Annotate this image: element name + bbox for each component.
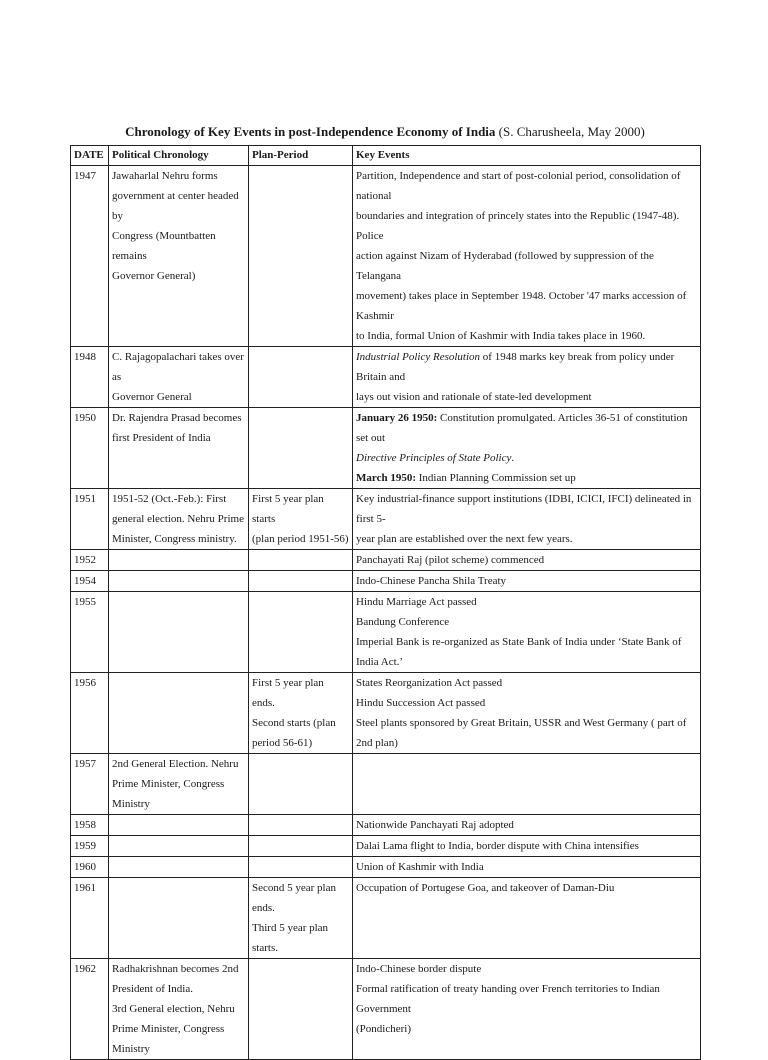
political-cell xyxy=(109,347,249,408)
plan-period-cell xyxy=(249,815,353,836)
plan-period-cell-line: First 5 year plan ends. xyxy=(252,677,324,709)
date-cell: 1956 xyxy=(71,673,109,754)
political-cell-line: Minister, Congress ministry. xyxy=(112,533,237,545)
political-cell xyxy=(109,673,249,754)
political-cell xyxy=(109,592,249,673)
political-cell-line: Ministry xyxy=(112,798,150,810)
column-header-date: DATE xyxy=(71,146,109,166)
plan-period-cell xyxy=(249,959,353,1060)
political-cell xyxy=(109,408,249,489)
key-events-cell xyxy=(353,347,701,408)
key-event-line: Occupation of Portugese Goa, and takeover of Daman-Diu xyxy=(356,882,615,894)
plan-period-cell xyxy=(249,347,353,408)
key-events-cell xyxy=(353,489,701,550)
political-cell-line: Jawaharlal Nehru forms xyxy=(112,170,218,182)
political-cell xyxy=(109,550,249,571)
date-cell: 1960 xyxy=(71,857,109,878)
key-events-cell xyxy=(353,408,701,489)
key-event-line: Formal ratification of treaty handing over French territories to Indian Government xyxy=(356,983,660,1015)
chronology-table xyxy=(70,145,701,1060)
plan-period-cell xyxy=(249,878,353,959)
plan-period-cell-line: period 56-61) xyxy=(252,737,313,749)
plan-period-cell-line: First 5 year plan starts xyxy=(252,493,324,525)
political-cell xyxy=(109,836,249,857)
table-row xyxy=(71,673,701,754)
key-event-line: lays out vision and rationale of state-led development xyxy=(356,391,592,403)
key-event-line: year plan are established over the next few years. xyxy=(356,533,573,545)
key-event-line xyxy=(356,468,697,488)
plan-period-cell xyxy=(249,673,353,754)
key-event-segment: . xyxy=(511,452,515,464)
key-event-line: movement) takes place in September 1948. October '47 marks accession of Kashmir xyxy=(356,290,687,322)
document-title: Chronology of Key Events in post-Independence Economy of India xyxy=(125,124,496,139)
table-row xyxy=(71,959,701,1060)
political-cell-line: Prime Minister, Congress xyxy=(112,1023,225,1035)
political-cell xyxy=(109,857,249,878)
document-subtitle: (S. Charusheela, May 2000) xyxy=(498,124,645,139)
political-cell-line: 2nd General Election. Nehru xyxy=(112,758,239,770)
key-event-line xyxy=(356,408,697,448)
key-event-line: Partition, Independence and start of post-colonial period, consolidation of national xyxy=(356,170,681,202)
key-events-cell xyxy=(353,592,701,673)
key-event-line: Bandung Conference xyxy=(356,616,450,628)
political-cell-line: 3rd General election, Nehru xyxy=(112,1003,235,1015)
key-event-line: Steel plants sponsored by Great Britain, USSR and West Germany ( part of 2nd plan) xyxy=(356,717,687,749)
plan-period-cell-line: Third 5 year plan starts. xyxy=(252,922,329,954)
key-event-line: Nationwide Panchayati Raj adopted xyxy=(356,819,514,831)
table-row xyxy=(71,878,701,959)
table-row xyxy=(71,857,701,878)
key-event-line: to India, formal Union of Kashmir with India takes place in 1960. xyxy=(356,330,646,342)
date-cell: 1957 xyxy=(71,754,109,815)
column-header-political: Political Chronology xyxy=(109,146,249,166)
plan-period-cell xyxy=(249,166,353,347)
plan-period-cell-line: Second starts (plan xyxy=(252,717,336,729)
plan-period-cell xyxy=(249,592,353,673)
key-event-line: Panchayati Raj (pilot scheme) commenced xyxy=(356,554,545,566)
key-event-segment: Indian Planning Commission set up xyxy=(415,472,576,484)
table-row xyxy=(71,571,701,592)
table-row xyxy=(71,550,701,571)
date-cell: 1947 xyxy=(71,166,109,347)
political-cell-line: Congress (Mountbatten remains xyxy=(112,230,216,262)
political-cell-line: Prime Minister, Congress xyxy=(112,778,225,790)
key-event-segment: Industrial Policy Resolution xyxy=(356,351,481,363)
political-cell-line: Radhakrishnan becomes 2nd xyxy=(112,963,239,975)
key-event-segment: Constitution promulgated. Articles 36-51 of constitution set out xyxy=(356,412,688,444)
date-cell: 1958 xyxy=(71,815,109,836)
key-event-segment: January 26 1950: xyxy=(356,412,438,424)
key-event-line xyxy=(356,448,697,468)
key-event-line: Dalai Lama flight to India, border dispute with China intensifies xyxy=(356,840,639,852)
key-events-cell xyxy=(353,878,701,959)
plan-period-cell xyxy=(249,836,353,857)
table-header-row xyxy=(71,146,701,166)
key-events-cell xyxy=(353,959,701,1060)
table-row xyxy=(71,592,701,673)
plan-period-cell-line: Second 5 year plan xyxy=(252,882,336,894)
political-cell xyxy=(109,959,249,1060)
key-event-line: boundaries and integration of princely states into the Republic (1947-48). Police xyxy=(356,210,680,242)
political-cell-line: Dr. Rajendra Prasad becomes xyxy=(112,412,242,424)
political-cell-line: general election. Nehru Prime xyxy=(112,513,244,525)
table-row xyxy=(71,489,701,550)
date-cell: 1948 xyxy=(71,347,109,408)
date-cell: 1955 xyxy=(71,592,109,673)
political-cell-line: Governor General xyxy=(112,391,192,403)
page-title xyxy=(70,123,700,141)
date-cell: 1962 xyxy=(71,959,109,1060)
table-row xyxy=(71,815,701,836)
plan-period-cell-line: ends. xyxy=(252,902,275,914)
key-event-segment: Directive Principles of State Policy xyxy=(356,452,512,464)
plan-period-cell xyxy=(249,571,353,592)
plan-period-cell xyxy=(249,550,353,571)
table-row xyxy=(71,166,701,347)
political-cell-line: government at center headed by xyxy=(112,190,239,222)
key-event-line: States Reorganization Act passed xyxy=(356,677,503,689)
key-events-cell xyxy=(353,166,701,347)
key-event-line: Union of Kashmir with India xyxy=(356,861,484,873)
key-event-line: (Pondicheri) xyxy=(356,1023,411,1035)
political-cell xyxy=(109,878,249,959)
date-cell: 1950 xyxy=(71,408,109,489)
table-row xyxy=(71,347,701,408)
key-event-line: Indo-Chinese border dispute xyxy=(356,963,482,975)
table-row xyxy=(71,408,701,489)
key-events-cell xyxy=(353,836,701,857)
political-cell xyxy=(109,571,249,592)
table-body xyxy=(71,166,701,1060)
table-row xyxy=(71,754,701,815)
political-cell-line: Governor General) xyxy=(112,270,196,282)
column-header-plan: Plan-Period xyxy=(249,146,353,166)
key-event-segment: of 1948 marks key break from policy under Britain and xyxy=(356,351,675,383)
key-event-segment: March 1950: xyxy=(356,472,416,484)
table-row xyxy=(71,836,701,857)
plan-period-cell-line: (plan period 1951-56) xyxy=(252,533,349,545)
political-cell xyxy=(109,166,249,347)
plan-period-cell xyxy=(249,754,353,815)
key-event-line: Hindu Marriage Act passed xyxy=(356,596,477,608)
plan-period-cell xyxy=(249,408,353,489)
key-events-cell xyxy=(353,673,701,754)
date-cell: 1951 xyxy=(71,489,109,550)
date-cell: 1959 xyxy=(71,836,109,857)
date-cell: 1961 xyxy=(71,878,109,959)
key-events-cell xyxy=(353,815,701,836)
key-event-line: Indo-Chinese Pancha Shila Treaty xyxy=(356,575,507,587)
political-cell xyxy=(109,489,249,550)
key-event-line: action against Nizam of Hyderabad (followed by suppression of the Telangana xyxy=(356,250,654,282)
political-cell-line: first President of India xyxy=(112,432,211,444)
key-events-cell xyxy=(353,550,701,571)
political-cell-line: 1951-52 (Oct.-Feb.): First xyxy=(112,493,227,505)
date-cell: 1954 xyxy=(71,571,109,592)
key-event-line xyxy=(356,347,697,387)
key-events-cell xyxy=(353,754,701,815)
key-event-line: Hindu Succession Act passed xyxy=(356,697,486,709)
key-events-cell xyxy=(353,571,701,592)
political-cell-line: Ministry xyxy=(112,1043,150,1055)
political-cell-line: C. Rajagopalachari takes over as xyxy=(112,351,244,383)
key-events-cell xyxy=(353,857,701,878)
political-cell-line: President of India. xyxy=(112,983,193,995)
key-event-line: Imperial Bank is re-organized as State Bank of India under ‘State Bank of India Act.’ xyxy=(356,636,682,668)
date-cell: 1952 xyxy=(71,550,109,571)
political-cell xyxy=(109,754,249,815)
column-header-key-events: Key Events xyxy=(353,146,701,166)
political-cell xyxy=(109,815,249,836)
plan-period-cell xyxy=(249,857,353,878)
key-event-line: Key industrial-finance support institutions (IDBI, ICICI, IFCI) delineated in first 5- xyxy=(356,493,692,525)
plan-period-cell xyxy=(249,489,353,550)
